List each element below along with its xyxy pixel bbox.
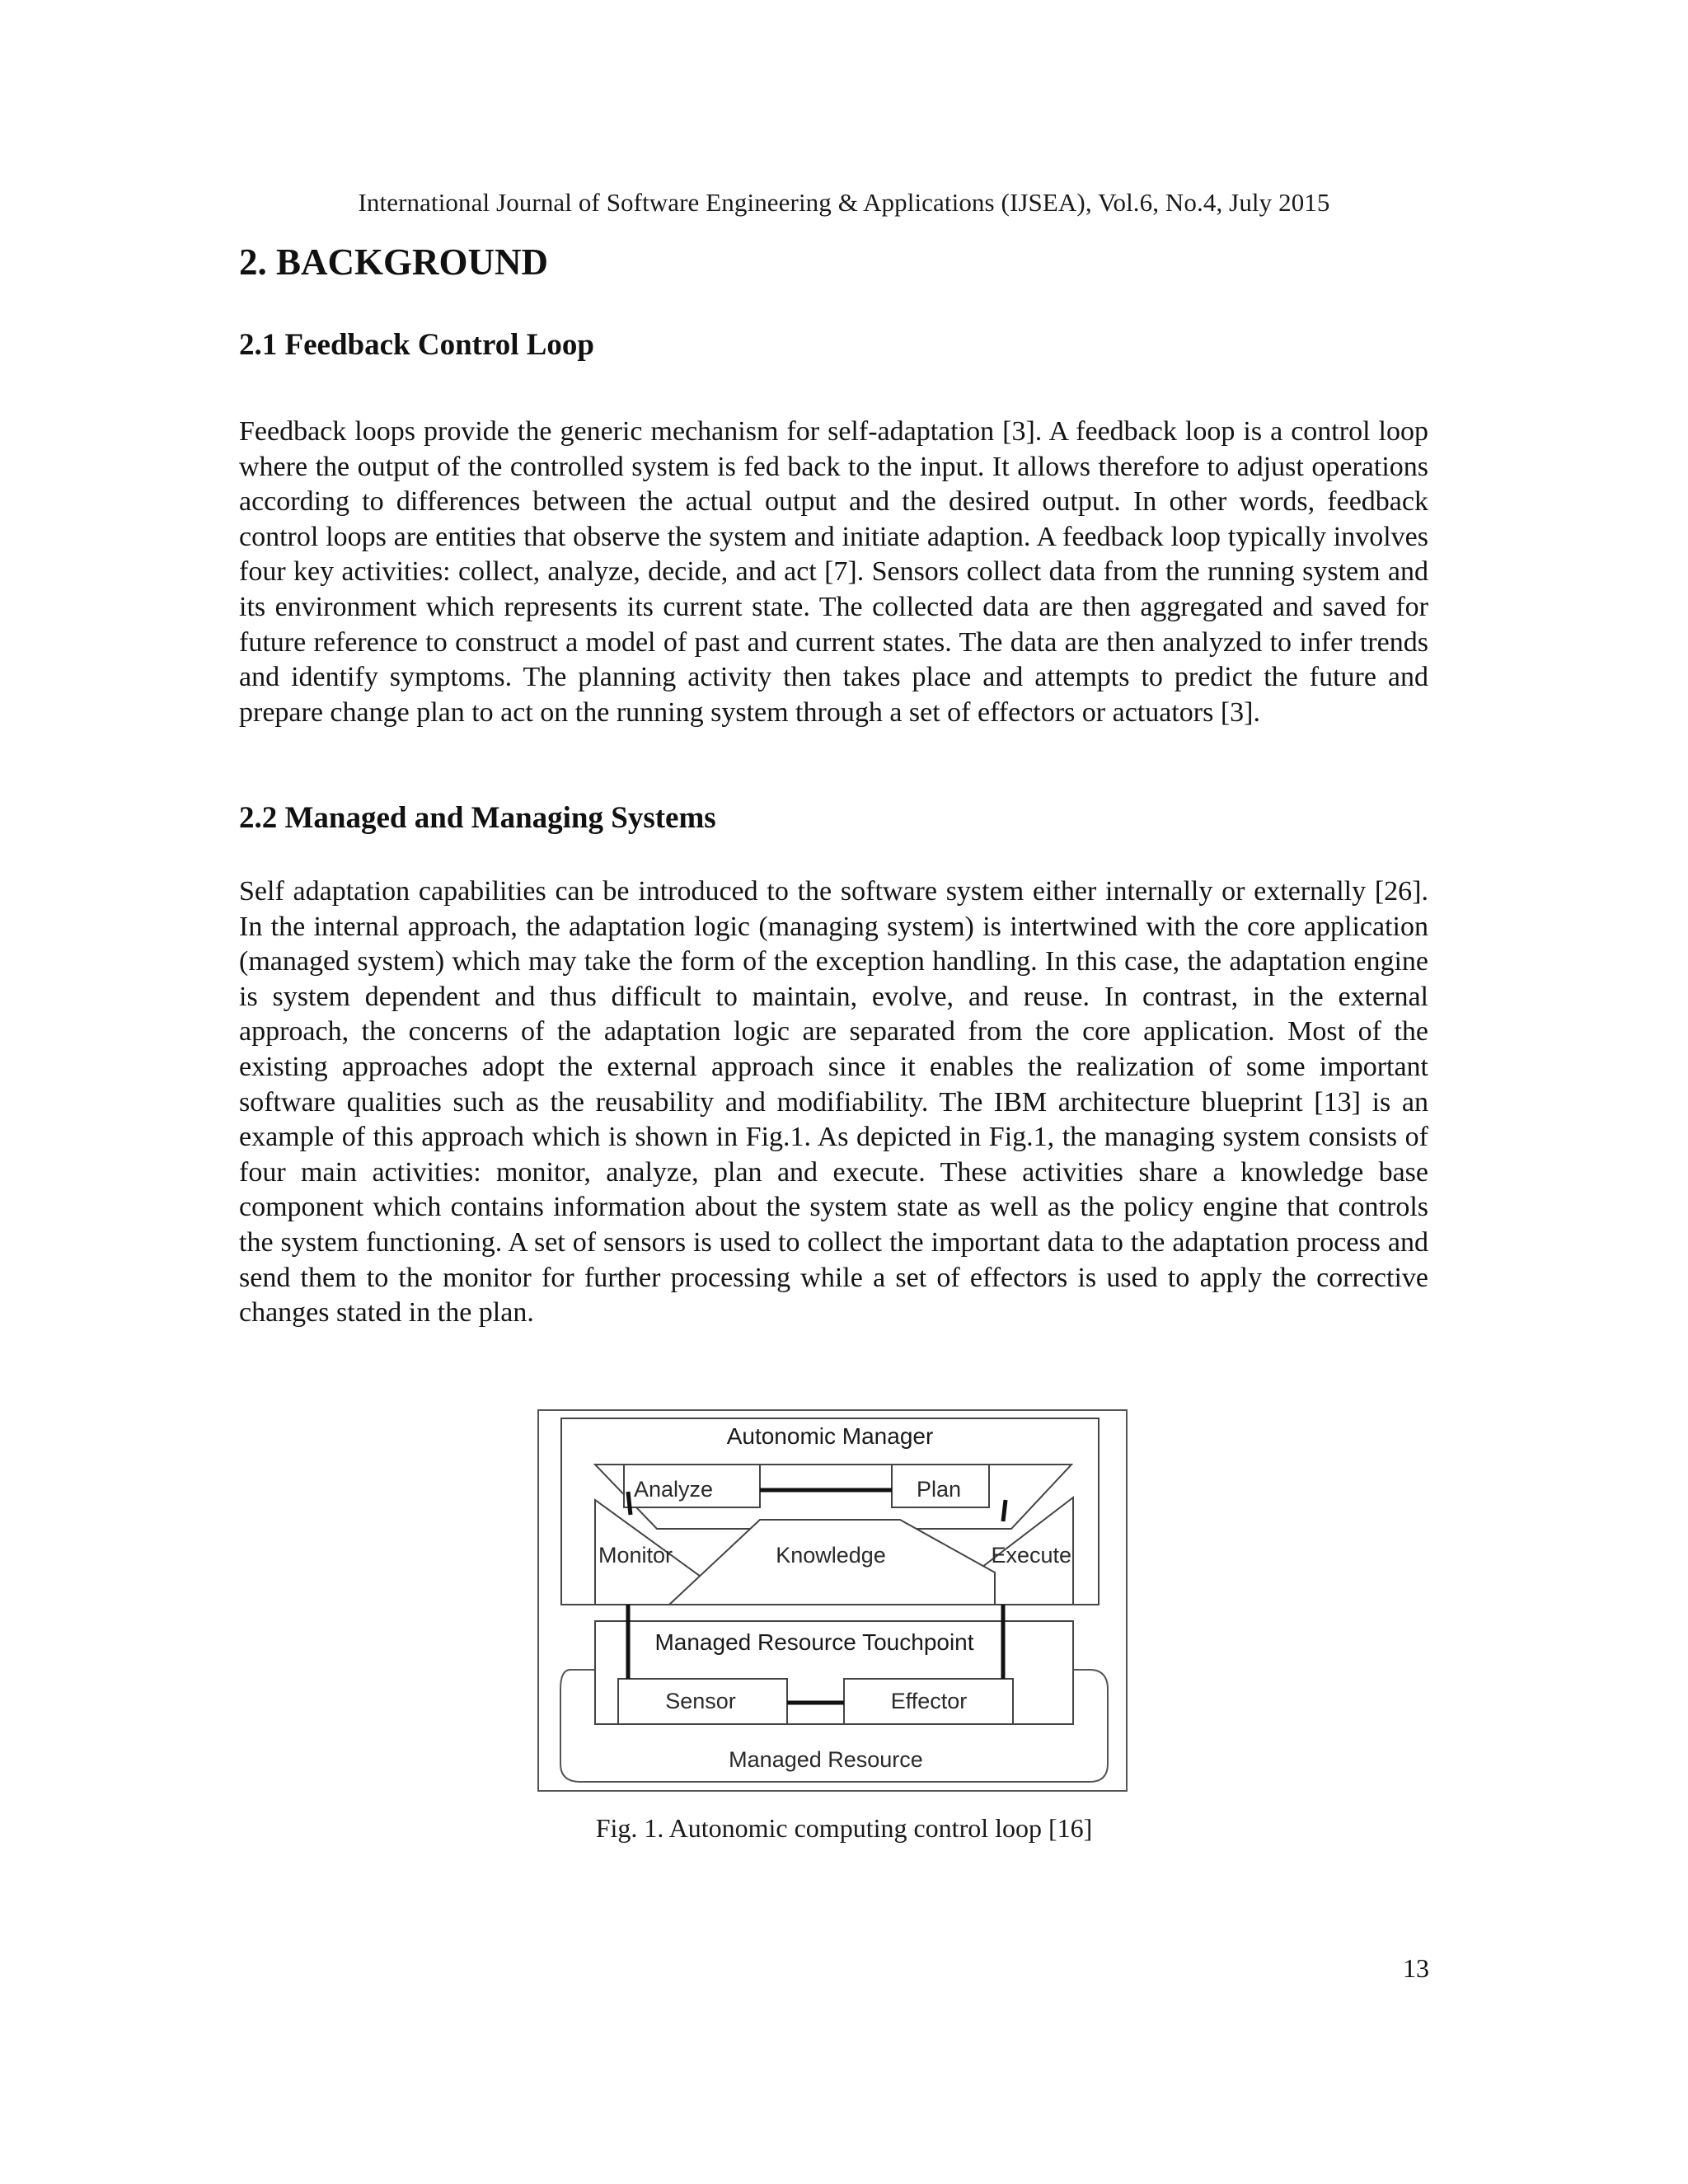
subsection-title-managed-managing-systems: 2.2 Managed and Managing Systems <box>239 801 716 835</box>
page-number: 13 <box>1403 1953 1429 1983</box>
figure-caption: Fig. 1. Autonomic computing control loop [16] <box>595 1813 1093 1843</box>
knowledge-label: Knowledge <box>776 1543 886 1568</box>
autonomic-manager-label: Autonomic Manager <box>726 1423 934 1449</box>
analyze-label: Analyze <box>633 1477 714 1502</box>
figure-autonomic-control-loop <box>537 1409 1128 1792</box>
execute-label: Execute <box>991 1543 1071 1568</box>
paragraph-managed-managing-systems: Self adaptation capabilities can be introduced to the software system either internally or externally [26]. In the internal approach, the adaptation logic (managing system) is intertwined with the core application (managed system) which may take the form of the exception handling. In this case, the adaptation engine is system dependent and thus difficult to maintain, evolve, and reuse. In contrast, in the external approach, the concerns of the adaptation logic are separated from the core application. Most of the existing approaches adopt the external approach since it enables the realization of some important software qualities such as the reusability and modifiability. The IBM architecture blueprint [13] is an example of this approach which is shown in Fig.1. As depicted in Fig.1, the managing system consists of four main activities: monitor, analyze, plan and execute. These activities share a knowledge base component which contains information about the system state as well as the policy engine that controls the system functioning. A set of sensors is used to collect the important data to the adaptation process and send them to the monitor for further processing while a set of effectors is used to apply the corrective changes stated in the plan. <box>239 876 1428 1329</box>
monitor-analyze-connector <box>628 1492 631 1515</box>
plan-execute-connector <box>1003 1500 1006 1521</box>
monitor-label: Monitor <box>598 1543 673 1568</box>
section-title: 2. BACKGROUND <box>239 241 549 283</box>
sensor-label: Sensor <box>665 1689 736 1713</box>
effector-label: Effector <box>890 1689 968 1713</box>
running-header: International Journal of Software Engineering & Applications (IJSEA), Vol.6, No.4, July 2015 <box>358 188 1330 217</box>
paragraph-feedback-control-loop: Feedback loops provide the generic mechanism for self-adaptation [3]. A feedback loop is a control loop where the output of the controlled system is fed back to the input. It allows therefore to adjust operations according to differences between the actual output and the desired output. In other words, feedback control loops are entities that observe the system and initiate adaption. A feedback loop typically involves four key activities: collect, analyze, decide, and act [7]. Sensors collect data from the running system and its environment which represents its current state. The collected data are then aggregated and saved for future reference to construct a model of past and current states. The data are then analyzed to infer trends and identify symptoms. The planning activity then takes place and attempts to predict the future and prepare change plan to act on the running system through a set of effectors or actuators [3]. <box>239 416 1428 728</box>
plan-label: Plan <box>916 1477 962 1502</box>
touchpoint-label: Managed Resource Touchpoint <box>654 1629 974 1655</box>
managed-resource-label: Managed Resource <box>729 1747 923 1772</box>
subsection-title-feedback-control-loop: 2.1 Feedback Control Loop <box>239 328 595 362</box>
autonomic-loop-diagram <box>537 1409 1128 1792</box>
